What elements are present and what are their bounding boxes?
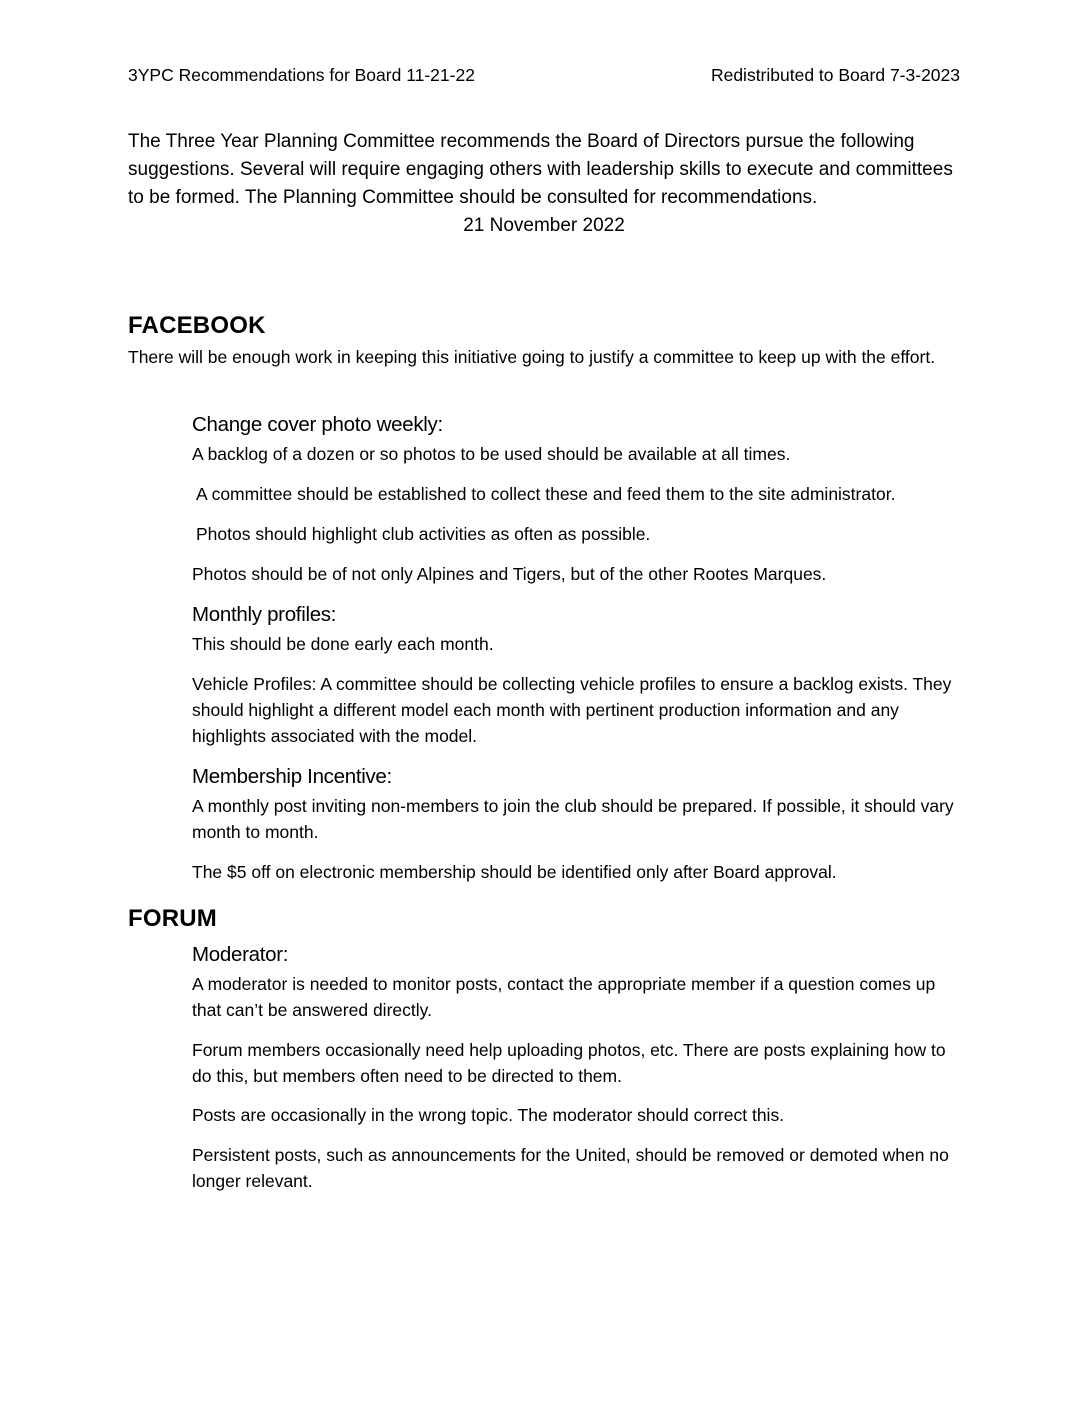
incentive-paragraph-2: The $5 off on electronic membership should be identified only after Board approval. xyxy=(192,862,837,882)
incentive-paragraph-1: A monthly post inviting non-members to join the club should be prepared. If possible, it should vary month to month. xyxy=(192,796,954,842)
profiles-paragraph-2: Vehicle Profiles: A committee should be collecting vehicle profiles to ensure a backlog exists. They should highlight a different model each month with pertinent production information and any highlights associated with the model. xyxy=(192,674,952,746)
section-title-forum: FORUM xyxy=(128,905,217,932)
intro-date: 21 November 2022 xyxy=(463,215,625,236)
subsection-title-monthly-profiles: Monthly profiles: xyxy=(192,603,337,626)
header-left: 3YPC Recommendations for Board 11-21-22 xyxy=(128,65,475,85)
profiles-paragraph-1: This should be done early each month. xyxy=(192,634,494,654)
moderator-paragraph-3: Posts are occasionally in the wrong topic. The moderator should correct this. xyxy=(192,1105,785,1125)
cover-paragraph-3: Photos should highlight club activities as often as possible. xyxy=(196,524,651,544)
cover-paragraph-4: Photos should be of not only Alpines and Tigers, but of the other Rootes Marques. xyxy=(192,564,827,584)
section-title-facebook: FACEBOOK xyxy=(128,312,266,339)
subsection-title-moderator: Moderator: xyxy=(192,943,289,966)
moderator-paragraph-4: Persistent posts, such as announcements for the United, should be removed or demoted when no longer relevant. xyxy=(192,1145,949,1191)
facebook-intro: There will be enough work in keeping this initiative going to justify a committee to keep up with the effort. xyxy=(128,347,936,367)
subsection-title-cover-photo: Change cover photo weekly: xyxy=(192,413,443,436)
cover-paragraph-1: A backlog of a dozen or so photos to be used should be available at all times. xyxy=(192,444,791,464)
intro-paragraph: The Three Year Planning Committee recommends the Board of Directors pursue the following suggestions. Several will require engaging others with leadership skills to execute and committees to be formed. The Planning Committee should be consulted for recommendations. xyxy=(128,131,953,208)
header-right: Redistributed to Board 7-3-2023 xyxy=(710,65,960,85)
moderator-paragraph-1: A moderator is needed to monitor posts, contact the appropriate member if a question comes up that can’t be answered directly. xyxy=(192,974,936,1020)
subsection-title-membership-incentive: Membership Incentive: xyxy=(192,765,392,788)
moderator-paragraph-2: Forum members occasionally need help uploading photos, etc. There are posts explaining how to do this, but members often need to be directed to them. xyxy=(192,1040,946,1086)
cover-paragraph-2: A committee should be established to collect these and feed them to the site administrator. xyxy=(196,484,896,504)
